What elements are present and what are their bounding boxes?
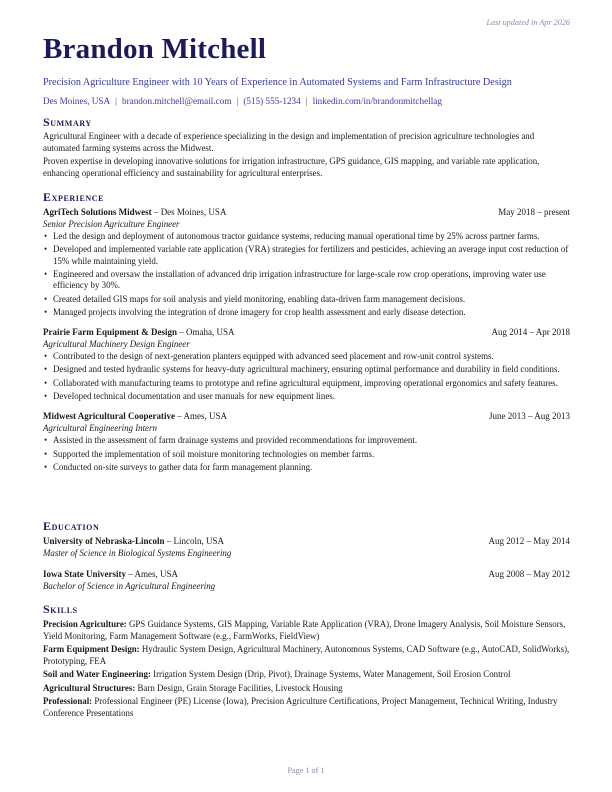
job-role: Senior Precision Agriculture Engineer (43, 218, 180, 229)
contact-location: Des Moines, USA (43, 96, 111, 106)
job-location: – Omaha, USA (177, 327, 235, 338)
last-updated: Last updated in Apr 2026 (486, 18, 570, 27)
job-bullet: • Contributed to the design of next-generation planters equipped with advanced seed placement and row-unit control systems. (53, 351, 570, 363)
job-entry (43, 207, 570, 318)
skill-row (43, 669, 570, 681)
skill-value: Professional Engineer (PE) License (Iowa), Precision Agriculture Certifications, Project Management, Technical Writing, Industry Conference Presentations (43, 696, 558, 718)
section-title-summary: Summary (43, 115, 92, 129)
job-company: Midwest Agricultural Cooperative (43, 411, 175, 422)
job-company: Prairie Farm Equipment & Design (43, 327, 177, 338)
education-header (43, 536, 570, 548)
job-role: Agricultural Engineering Intern (43, 422, 157, 433)
job-bullet: • Developed technical documentation and user manuals for new equipment lines. (53, 391, 570, 403)
summary-section (43, 115, 570, 179)
experience-section (43, 190, 570, 475)
job-bullet: • Designed and tested hydraulic systems for heavy-duty agricultural machinery, ensuring optimal performance and durability in field conditions. (53, 364, 570, 376)
education-entry (43, 569, 570, 592)
contact-separator: | (115, 96, 117, 106)
skills-section (43, 602, 570, 721)
summary-paragraph: Proven expertise in developing innovative solutions for irrigation infrastructure, GPS guidance, GIS mapping, and variable rate application, enhancing operational efficiency and sustainability for agricultural enterprises. (43, 156, 540, 178)
job-header (43, 327, 570, 339)
job-entry (43, 327, 570, 402)
skill-label: Agricultural Structures: (43, 682, 136, 693)
job-bullet: • Managed projects involving the integration of drone imagery for crop health assessment and early disease detection. (53, 307, 570, 319)
job-bullets (43, 435, 570, 473)
page-number: Page 1 of 1 (287, 766, 325, 775)
job-bullet: • Supported the implementation of soil moisture monitoring technologies on member farms. (53, 449, 570, 461)
education-section (43, 519, 570, 592)
job-bullet: • Conducted on-site surveys to gather data for farm management planning. (53, 462, 570, 474)
skill-row (43, 644, 570, 667)
education-degree: Master of Science in Biological Systems Engineering (43, 547, 232, 558)
contact-linkedin-link[interactable]: linkedin.com/in/brandonmitchellag (312, 96, 442, 106)
job-location: – Ames, USA (174, 411, 227, 422)
skill-row (43, 619, 570, 642)
skill-row (43, 683, 570, 695)
job-bullet: • Collaborated with manufacturing teams to prototype and refine agricultural equipment, improving operational ergonomics and safety features. (53, 378, 570, 390)
contact-email-link[interactable]: brandon.mitchell@email.com (121, 96, 232, 106)
skill-label: Soil and Water Engineering: (43, 669, 151, 679)
skill-value: Barn Design, Grain Storage Facilities, Livestock Housing (135, 682, 343, 693)
job-dates: Aug 2014 – Apr 2018 (491, 327, 570, 338)
job-bullet: • Created detailed GIS maps for soil analysis and yield monitoring, enabling data-driven farm management decisions. (53, 294, 570, 306)
summary-paragraph: Agricultural Engineer with a decade of experience specializing in the design and implementation of precision agriculture technologies and automated farming systems across the Midwest. (43, 131, 535, 153)
education-entry (43, 536, 570, 559)
education-degree: Bachelor of Science in Agricultural Engineering (43, 580, 216, 591)
education-school: University of Nebraska-Lincoln (43, 536, 165, 546)
education-location: – Ames, USA (126, 569, 179, 579)
section-title-experience: Experience (43, 190, 105, 204)
education-school: Iowa State University (43, 569, 126, 579)
skill-label: Precision Agriculture: (43, 619, 127, 629)
job-bullet: • Developed and implemented variable rate application (VRA) strategies for fertilizers and pesticides, achieving an average input cost reduction of 15% while maintaining yield. (53, 244, 570, 267)
section-title-skills: Skills (43, 602, 78, 616)
job-entry (43, 411, 570, 473)
tagline: Precision Agriculture Engineer with 10 Years of Experience in Automated Systems and Farm Infrastructure Design (43, 77, 512, 88)
education-location: – Lincoln, USA (164, 536, 224, 546)
skill-value: Hydraulic System Design, Agricultural Machinery, Autonomous Systems, CAD Software (e.g., AutoCAD, SolidWorks), Prototyping, FEA (43, 644, 570, 666)
job-dates: June 2013 – Aug 2013 (489, 411, 570, 422)
contact-separator: | (305, 96, 308, 106)
job-header (43, 411, 570, 423)
job-role: Agricultural Machinery Design Engineer (43, 338, 190, 349)
job-dates: May 2018 – present (498, 207, 570, 217)
education-header (43, 569, 570, 581)
contact-line (43, 96, 442, 106)
job-bullet: • Assisted in the assessment of farm drainage systems and provided recommendations for improvement. (53, 435, 570, 447)
job-header (43, 207, 570, 219)
job-bullet: • Led the design and deployment of autonomous tractor guidance systems, reducing manual operational time by 25% across partner farms. (53, 231, 570, 243)
education-dates: Aug 2012 – May 2014 (488, 536, 570, 546)
skill-value: Irrigation System Design (Drip, Pivot), Drainage Systems, Water Management, Soil Erosion Control (150, 669, 511, 679)
job-bullets (43, 351, 570, 402)
job-company: AgriTech Solutions Midwest (43, 207, 152, 217)
contact-phone: (515) 555-1234 (243, 96, 301, 106)
skill-value: GPS Guidance Systems, GIS Mapping, Variable Rate Application (VRA), Drone Imagery Analysis, Soil Moisture Sensors, Yield Monitoring, Farm Management Software (e.g., FarmWorks, FieldView) (43, 619, 566, 641)
section-title-education: Education (43, 519, 100, 533)
education-dates: Aug 2008 – May 2012 (488, 569, 570, 579)
skill-label: Farm Equipment Design: (43, 644, 140, 654)
job-bullets (43, 231, 570, 318)
skill-label: Professional: (43, 696, 93, 706)
job-bullet: • Engineered and oversaw the installation of advanced drip irrigation infrastructure for large-scale row crop operations, improving water use efficiency by 30%. (53, 269, 570, 292)
candidate-name: Brandon Mitchell (43, 33, 267, 65)
skill-row (43, 696, 570, 719)
contact-separator: | (236, 96, 239, 106)
job-location: – Des Moines, USA (151, 207, 227, 217)
